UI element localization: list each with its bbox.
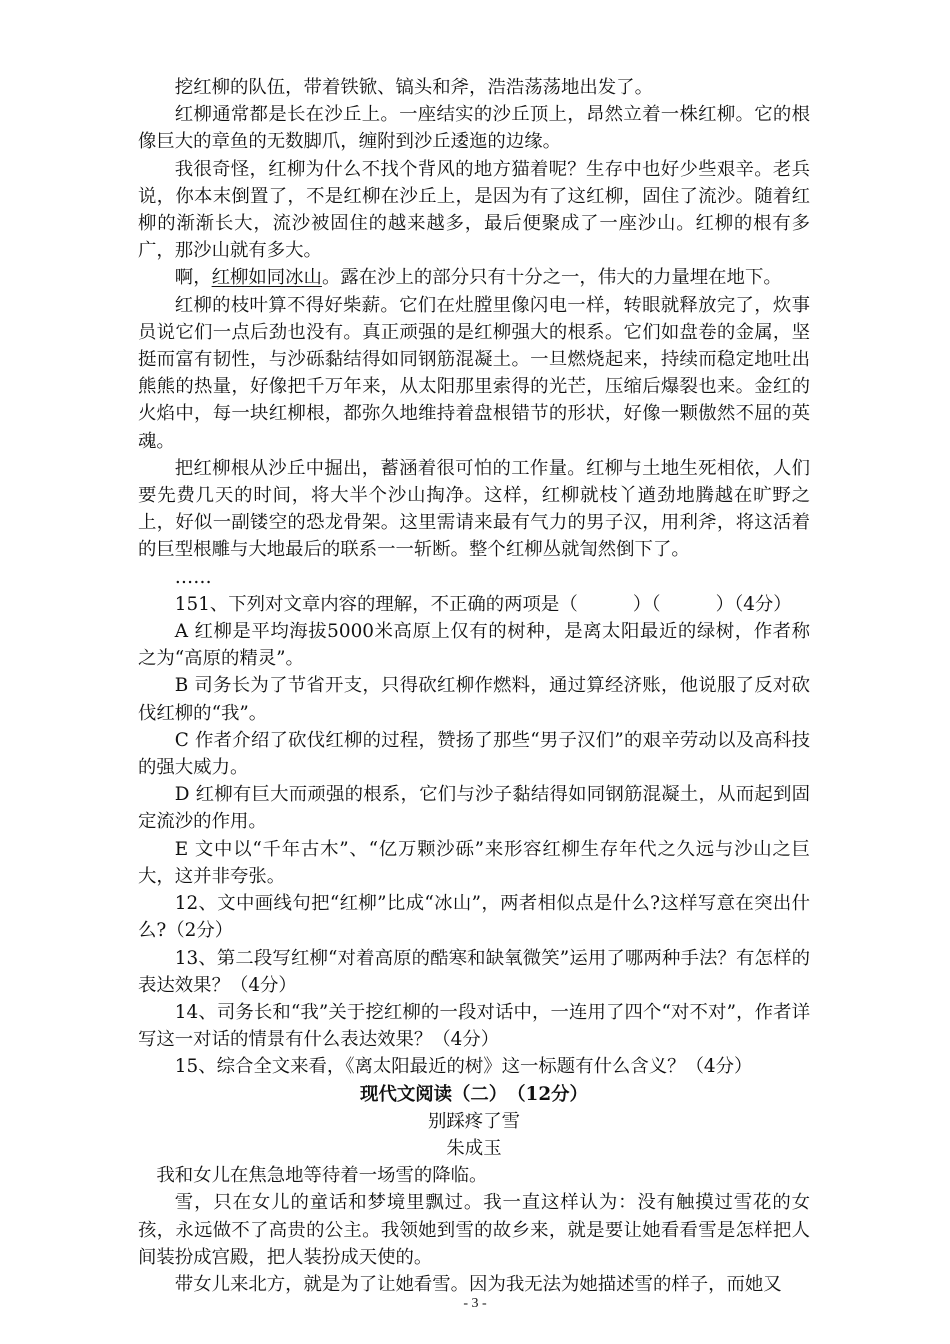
paragraph: 带女儿来北方，就是为了让她看雪。因为我无法为她描述雪的样子，而她又	[174, 1273, 782, 1295]
underlined-sentence: 红柳如同冰山	[211, 267, 322, 289]
question-item: 12、文中画线句把“红柳”比成“冰山”，两者相似点是什么?这样写意在突出什么?（2分）	[138, 893, 810, 942]
paragraph: 我和女儿在焦急地等待着一场雪的降临。	[156, 1165, 488, 1187]
question-option: D 红柳有巨大而顽强的根系，它们与沙子黏结得如同钢筋混凝土，从而起到固定流沙的作用。	[138, 784, 810, 833]
paragraph-with-underline	[138, 264, 810, 291]
question-item: 14、司务长和“我”关于挖红柳的一段对话中，一连用了四个“对不对”，作者详写这一对话的情景有什么表达效果？（4分）	[138, 1001, 810, 1051]
paragraph: 我很奇怪，红柳为什么不找个背风的地方猫着呢？生存中也好少些艰辛。老兵说，你本末倒置了，不是红柳在沙丘上，是因为有了这红柳，固住了流沙。随着红柳的渐渐长大，流沙被固住的越来越多，最后便聚成了一座沙山。红柳的根有多广，那沙山就有多大。	[138, 158, 810, 262]
story-author: 朱成玉	[446, 1137, 502, 1159]
ellipsis: ……	[174, 566, 212, 588]
paragraph: 雪，只在女儿的童话和梦境里飘过。我一直这样认为：没有触摸过雪花的女孩，永远做不了高贵的公主。我领她到雪的故乡来，就是要让她看看雪是怎样把人间装扮成宫殿，把人装扮成天使的。	[138, 1192, 810, 1268]
question-option: A 红柳是平均海拔5000米高原上仅有的树种，是离太阳最近的绿树，作者称之为“高原的精灵”。	[138, 621, 810, 670]
document-body	[138, 74, 810, 1298]
paragraph: 红柳通常都是长在沙丘上。一座结实的沙丘顶上，昂然立着一株红柳。它的根像巨大的章鱼的无数脚爪，缠附到沙丘逶迤的边缘。	[138, 104, 810, 153]
paragraph: 红柳的枝叶算不得好柴薪。它们在灶膛里像闪电一样，转眼就释放完了，炊事员说它们一点后劲也没有。真正顽强的是红柳强大的根系。它们如盘卷的金属，坚挺而富有韧性，与沙砾黏结得如同钢筋混凝土。一旦燃烧起来，持续而稳定地吐出熊熊的热量，好像把千万年来，从太阳那里索得的光芒，压缩后爆裂也来。金红的火焰中，每一块红柳根，都弥久地维持着盘根错节的形状，好像一颗傲然不屈的英魂。	[138, 294, 810, 452]
section-title: 现代文阅读（二） （12分）	[360, 1083, 588, 1105]
paragraph: 把红柳根从沙丘中掘出，蓄涵着很可怕的工作量。红柳与土地生死相依，人们要先费几天的时间，将大半个沙山掏净。这样，红柳就枝丫遒劲地腾越在旷野之上，好似一副镂空的恐龙骨架。这里需请来最有气力的男子汉，用利斧，将这活着的巨型根雕与大地最后的联系一一斩断。整个红柳丛就訇然倒下了。	[138, 457, 810, 561]
story-title: 别踩疼了雪	[428, 1110, 520, 1132]
question-option: B 司务长为了节省开支，只得砍红柳作燃料，通过算经济账，他说服了反对砍伐红柳的“我”。	[138, 675, 810, 724]
question-option: E 文中以“千年古木”、“亿万颗沙砾”来形容红柳生存年代之久远与沙山之巨大，这并非夸张。	[138, 838, 810, 887]
paragraph: 挖红柳的队伍，带着铁锨、镐头和斧，浩浩荡荡地出发了。	[174, 77, 653, 98]
paragraph-text: 。露在沙上的部分只有十分之一，伟大的力量埋在地下。	[321, 267, 782, 289]
paragraph-text: 啊，	[174, 267, 212, 289]
page-number: - 3 -	[463, 1296, 487, 1311]
question-item: 13、第二段写红柳“对着高原的酷寒和缺氧微笑”运用了哪两种手法？有怎样的表达效果？（4分）	[138, 947, 810, 996]
question-option: C 作者介绍了砍伐红柳的过程，赞扬了那些“男子汉们”的艰辛劳动以及高科技的强大威力。	[138, 729, 810, 779]
question-item: 15、综合全文来看，《离太阳最近的树》这一标题有什么含义？（4分）	[174, 1056, 753, 1078]
question-item: 151、下列对文章内容的理解，不正确的两项是（ ）（ ）（4分）	[174, 593, 792, 615]
